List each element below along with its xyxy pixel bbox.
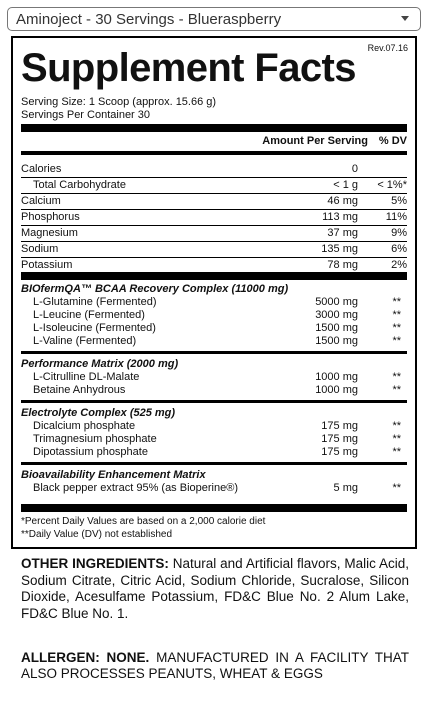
ingredient-amount: 175 mg — [321, 420, 358, 432]
ingredient-name: L-Citrulline DL-Malate — [33, 371, 140, 383]
ingredient-dv: ** — [392, 384, 401, 396]
variant-select[interactable] — [7, 7, 421, 31]
section-title: Electrolyte Complex (525 mg) — [21, 407, 176, 419]
nutrient-name: Calories — [21, 163, 62, 175]
footnote-not-established: **Daily Value (DV) not established — [21, 529, 173, 540]
nutrient-dv: 6% — [391, 243, 407, 255]
ingredient-amount: 5 mg — [333, 482, 358, 494]
footnote-dv: *Percent Daily Values are based on a 2,000 calorie diet — [21, 516, 266, 527]
section-title: BIOfermQA™ BCAA Recovery Complex (11000 mg) — [21, 283, 289, 295]
nutrient-dv: 5% — [391, 195, 407, 207]
section-title: Performance Matrix (2000 mg) — [21, 358, 179, 370]
allergen-statement — [21, 650, 409, 682]
ingredient-name: L-Isoleucine (Fermented) — [33, 322, 156, 334]
ingredient-name: Black pepper extract 95% (as Bioperine®) — [33, 482, 238, 494]
panel-title: Supplement Facts — [21, 46, 356, 90]
ingredient-name: Betaine Anhydrous — [33, 384, 126, 396]
nutrient-dv: 9% — [391, 227, 407, 239]
nutrient-amount: 135 mg — [321, 243, 358, 255]
nutrient-name: Potassium — [21, 259, 73, 271]
chevron-down-icon[interactable] — [401, 16, 409, 21]
ingredient-name: L-Leucine (Fermented) — [33, 309, 145, 321]
section-title: Bioavailability Enhancement Matrix — [21, 469, 206, 481]
section-rule — [21, 462, 407, 465]
ingredient-name: L-Glutamine (Fermented) — [33, 296, 157, 308]
ingredient-amount: 1500 mg — [315, 322, 358, 334]
ingredient-amount: 1000 mg — [315, 371, 358, 383]
nutrient-name: Total Carbohydrate — [33, 179, 126, 191]
nutrient-dv: 11% — [385, 211, 407, 223]
other-ingredients — [21, 556, 409, 622]
ingredient-amount: 175 mg — [321, 446, 358, 458]
nutrient-name: Sodium — [21, 243, 59, 255]
ingredient-amount: 175 mg — [321, 433, 358, 445]
section-rule — [21, 400, 407, 403]
thick-rule — [21, 124, 407, 132]
ingredient-dv: ** — [392, 309, 401, 321]
allergen-label: ALLERGEN: NONE. — [21, 650, 150, 665]
ingredient-name: Trimagnesium phosphate — [33, 433, 157, 445]
ingredient-name: L-Valine (Fermented) — [33, 335, 137, 347]
nutrient-dv: 2% — [391, 259, 407, 271]
revision-label: Rev.07.16 — [367, 43, 408, 53]
ingredient-name: Dicalcium phosphate — [33, 420, 136, 432]
serving-size: Serving Size: 1 Scoop (approx. 15.66 g) — [21, 96, 217, 108]
servings-per-container: Servings Per Container 30 — [21, 109, 151, 121]
nutrient-dv: < 1%* — [377, 179, 407, 191]
supplement-facts-panel — [11, 36, 417, 549]
nutrient-amount: 46 mg — [327, 195, 358, 207]
section-rule — [21, 351, 407, 354]
other-ingredients-label: OTHER INGREDIENTS: — [21, 556, 169, 571]
ingredient-dv: ** — [392, 296, 401, 308]
ingredient-dv: ** — [392, 420, 401, 432]
ingredient-amount: 5000 mg — [315, 296, 358, 308]
ingredient-amount: 1500 mg — [315, 335, 358, 347]
ingredient-name: Dipotassium phosphate — [33, 446, 148, 458]
thick-rule — [21, 504, 407, 512]
nutrient-name: Calcium — [21, 195, 61, 207]
nutrient-amount: 113 mg — [322, 211, 358, 223]
variant-select-value: Aminoject - 30 Servings - Blueraspberry — [16, 11, 282, 28]
header-dv: % DV — [378, 135, 407, 147]
ingredient-dv: ** — [392, 433, 401, 445]
ingredient-dv: ** — [392, 371, 401, 383]
thick-rule — [21, 272, 407, 280]
medium-rule — [21, 151, 407, 155]
other-ingredients-text: Natural and Artificial flavors, Malic Acid, Sodium Citrate, Citric Acid, Sodium Chloride, Sucralose, Silicon Dioxide, Acesulfame Potassium, FD&C Blue No. 2 Alum Lake, FD&C Blue No. 1. — [21, 556, 409, 621]
nutrient-amount: 78 mg — [327, 259, 358, 271]
ingredient-dv: ** — [392, 335, 401, 347]
nutrient-name: Phosphorus — [21, 211, 80, 223]
ingredient-dv: ** — [392, 482, 401, 494]
nutrient-amount: 37 mg — [327, 227, 358, 239]
nutrient-name: Magnesium — [21, 227, 78, 239]
ingredient-dv: ** — [392, 322, 401, 334]
allergen-text: MANUFACTURED IN A FACILITY THAT ALSO PROCESSES PEANUTS, WHEAT & EGGS — [21, 650, 409, 681]
ingredient-amount: 3000 mg — [315, 309, 358, 321]
nutrient-amount: 0 — [351, 163, 358, 175]
ingredient-amount: 1000 mg — [315, 384, 358, 396]
ingredient-dv: ** — [392, 446, 401, 458]
nutrient-amount: < 1 g — [333, 179, 358, 191]
header-amount: Amount Per Serving — [262, 135, 368, 147]
